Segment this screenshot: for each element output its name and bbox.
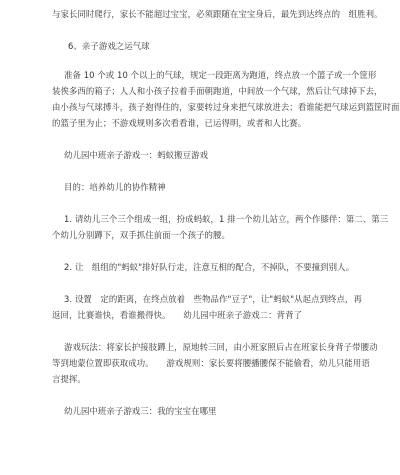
- paragraph-line: 与家长同时爬行，家长不能超过宝宝，必须跟随在宝宝身后，最先到达终点的 组胜利。: [52, 9, 383, 19]
- step-line: 2. 让 组组的"蚂蚁"排好队行走，注意互相的配合，不掉队，不要撞到别人。: [64, 262, 355, 272]
- rules-line: 等到地蒙位置即获取成功。 游戏规则：家长要将腰播腰保不能偷看，幼儿只能用语: [52, 358, 370, 368]
- paragraph-line: 准备 10 个或 10 个以上的气球，规定一段距离为跑道，终点放一个篮子或一个筐形: [64, 70, 377, 80]
- step-line: 3. 设置 定的距离，在终点放着 些物品作"豆子"，让"蚂蚁"从起点到终点，再: [64, 294, 362, 304]
- game-title: 幼儿园中班亲子游戏三：我的宝宝在哪里: [64, 406, 217, 416]
- step-line: 1. 请幼儿三个三个组成一组，扮成蚂蚁，1 排一个幼儿站立，两个作膝伴：第二、第三: [64, 214, 389, 224]
- game-title: 幼儿园中班亲子游戏一：蚂蚁搬豆游戏: [64, 150, 209, 160]
- section-heading: 6、亲子游戏之运气球: [68, 41, 150, 51]
- paragraph-line: 装俟多西的箱子；人人和小孩子拉着手面朝跑道，中间放一个气球，然后让气球掉下去，: [52, 86, 383, 96]
- rules-line: 游戏玩法：将家长护接肢蹲上，原地转三回，由小班家照后占在班家长身背子带腰动: [64, 342, 378, 352]
- rules-line: 言提挥。: [52, 374, 86, 384]
- step-line: 返回，比赛谁快，看谁搬得快。 幼儿园中班亲子游戏二：背背了: [52, 310, 303, 320]
- paragraph-line: 由小孩与气球搏斗，孩子抱得住的，家要转过身来把气球放进去；看谁能把气球运到篮筐时面: [52, 102, 400, 112]
- goal-line: 目的：培养幼儿的协作精神: [64, 182, 166, 192]
- step-line: 个幼儿分别蹲下，双手抓住前面一个孩子的腰。: [52, 230, 230, 240]
- paragraph-line: 的篮子里为止；不游戏规则多次看看谁，已运得明，或者和人比赛。: [52, 118, 307, 128]
